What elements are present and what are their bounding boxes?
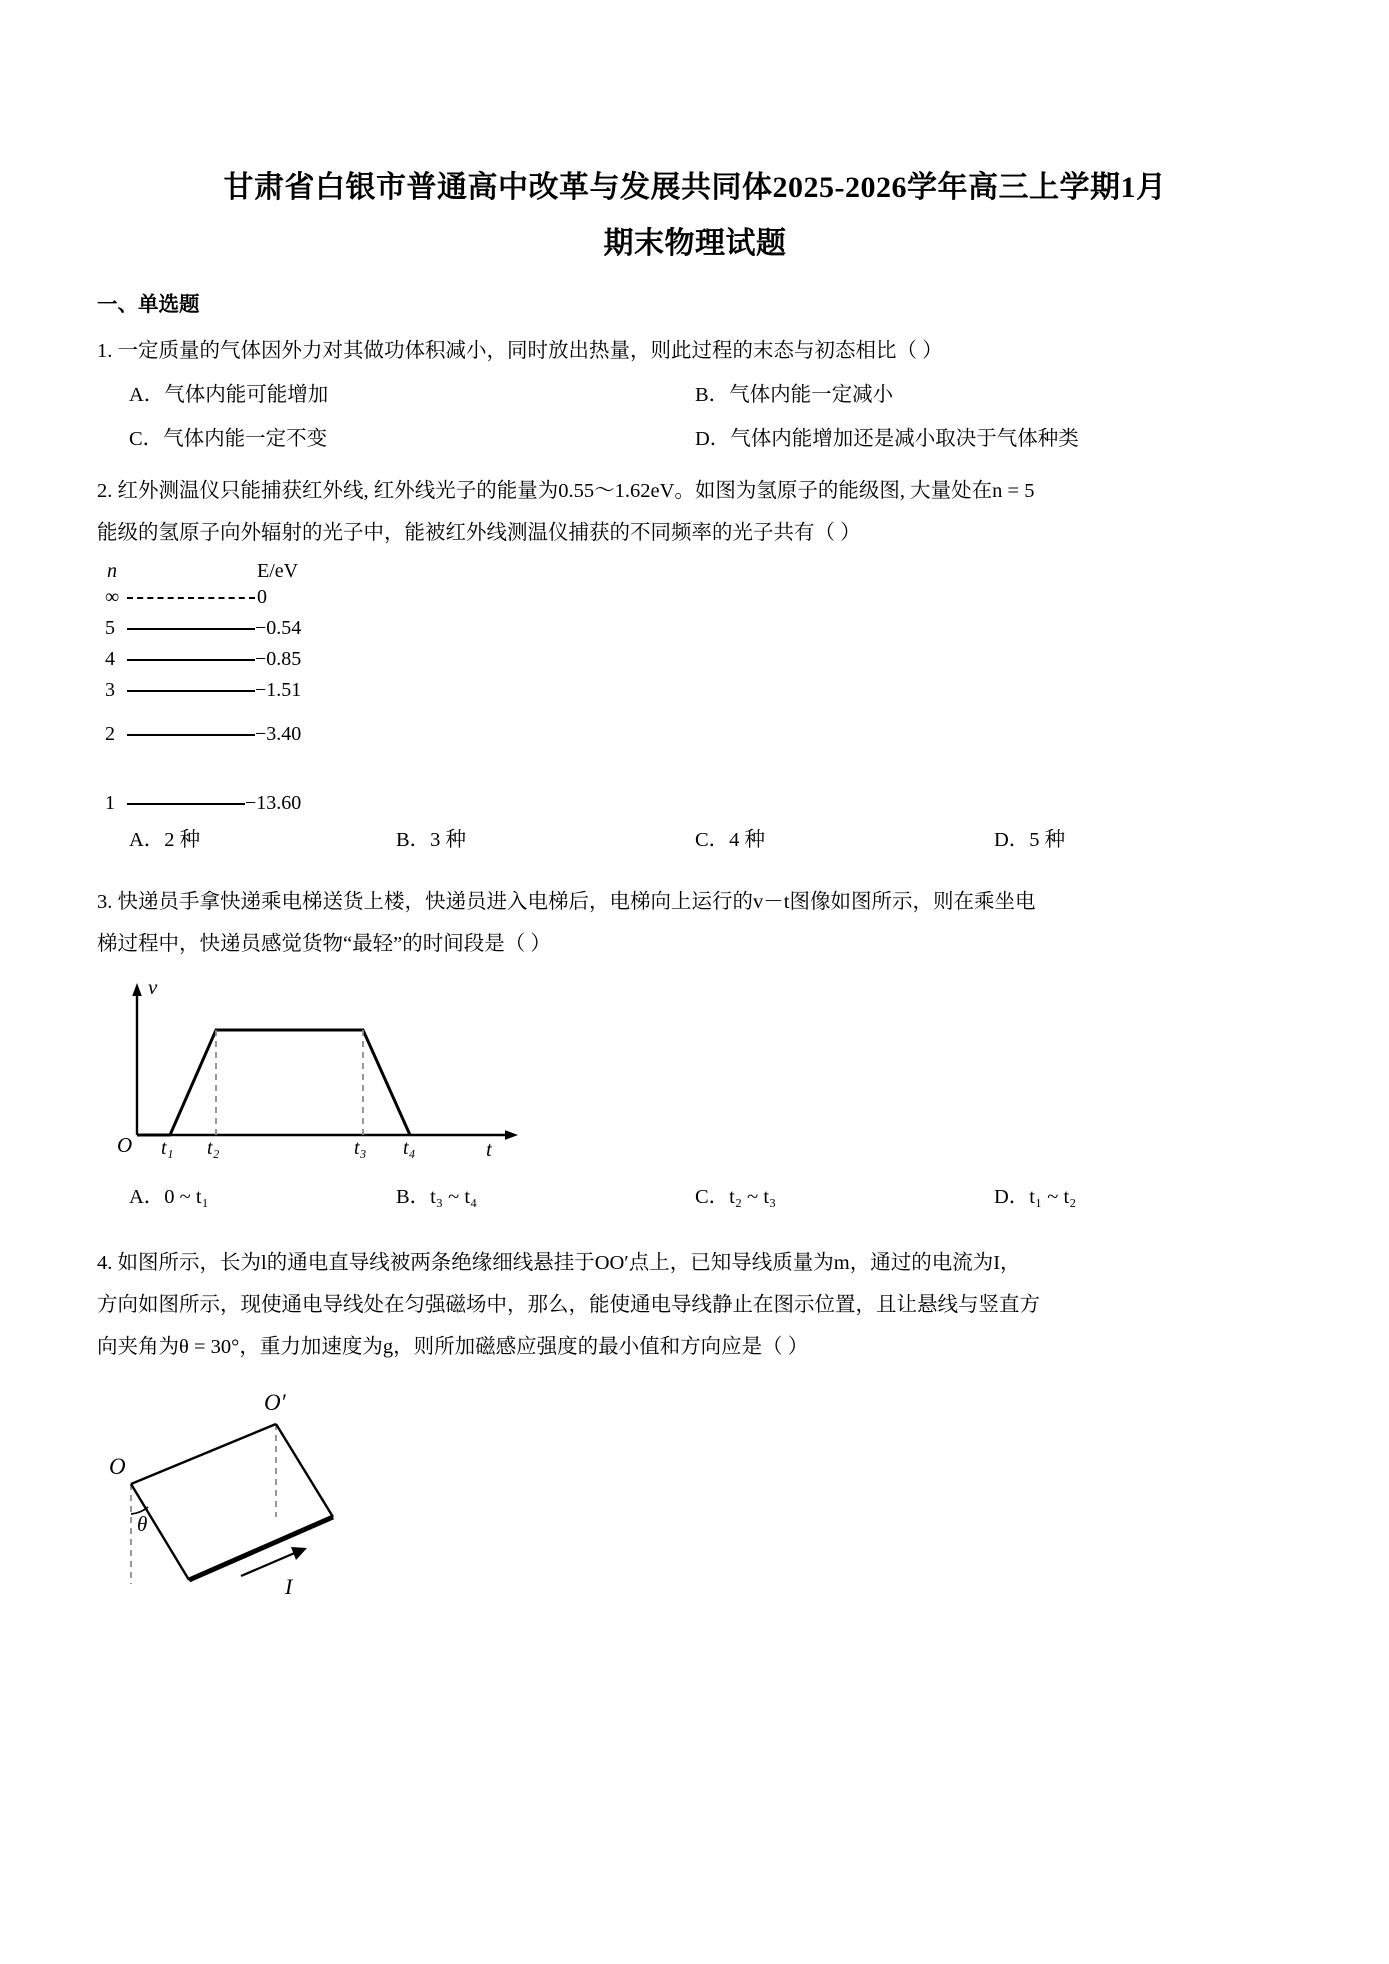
energy-level-2-line — [127, 734, 255, 736]
page-content — [97, 160, 1293, 1634]
hydrogen-energy-level-diagram — [105, 560, 435, 815]
vt-curve — [137, 1030, 410, 1135]
energy-level-5-value: −0.54 — [255, 617, 302, 639]
question-3-option-b[interactable]: B．t₃ ~ t₄ — [396, 1186, 478, 1208]
question-1-text: 一定质量的气体因外力对其做功体积减小，同时放出热量，则此过程的末态与初态相比（ ） — [117, 340, 943, 362]
energy-level-1-n: 1 — [105, 792, 115, 814]
vt-y-axis-label: v — [148, 975, 158, 999]
question-4 — [97, 1242, 1293, 1368]
energy-level-1-value: −13.60 — [245, 792, 302, 814]
energy-diagram-header-n: n — [107, 560, 117, 582]
question-2-option-b[interactable]: B．3 种 — [396, 829, 467, 851]
question-1-option-d[interactable]: D．气体内能增加还是减小取决于气体种类 — [695, 428, 1079, 450]
question-2-option-a[interactable]: A．2 种 — [129, 829, 201, 851]
question-3 — [97, 881, 1293, 965]
energy-level-infinity-line — [127, 597, 255, 599]
velocity-time-graph — [115, 975, 535, 1170]
energy-level-4-line — [127, 659, 255, 661]
energy-level-3-value: −1.51 — [255, 679, 302, 701]
energy-level-3-line — [127, 690, 255, 692]
question-2-line-1: 2. 红外测温仪只能捕获红外线, 红外线光子的能量为0.55～1.62eV。如图为氢原子的能级图, 大量处在n = 5 — [97, 480, 1035, 502]
question-1-number: 1. — [97, 340, 113, 362]
vt-tick-label-t4: t₄ — [403, 1137, 416, 1159]
title-line-1: 甘肃省白银市普通高中改革与发展共同体2025-2026学年高三上学期1月 — [223, 171, 1167, 204]
question-4-line-3: 向夹角为θ = 30°，重力加速度为g，则所加磁感应强度的最小值和方向应是（ ） — [97, 1336, 809, 1358]
energy-level-3-n: 3 — [105, 679, 115, 701]
current-carrying-wire-diagram — [101, 1384, 421, 1634]
conducting-wire — [189, 1517, 333, 1580]
question-3-option-c[interactable]: C．t₂ ~ t₃ — [695, 1186, 777, 1208]
wire-label-current: I — [285, 1574, 293, 1599]
energy-level-5-n: 5 — [105, 617, 115, 639]
question-1-option-a[interactable]: A．气体内能可能增加 — [129, 384, 329, 406]
energy-level-infinity-n: ∞ — [105, 586, 120, 608]
question-2 — [97, 470, 1293, 554]
question-3-line-2: 梯过程中，快递员感觉货物“最轻”的时间段是（ ） — [97, 933, 551, 955]
energy-diagram-header-e: E/eV — [257, 560, 299, 582]
question-2-line-2: 能级的氢原子向外辐射的光子中，能被红外线测温仪捕获的不同频率的光子共有（ ） — [97, 522, 861, 544]
question-4-line-2: 方向如图所示，现使通电导线处在匀强磁场中，那么，能使通电导线静止在图示位置，且让悬线与竖直方 — [97, 1294, 1040, 1316]
question-1-options-row-2 — [97, 418, 1293, 460]
wire-label-theta: θ — [137, 1512, 148, 1536]
title-line-2: 期末物理试题 — [603, 227, 787, 260]
question-1-option-c[interactable]: C．气体内能一定不变 — [129, 428, 328, 450]
question-3-line-1: 3. 快递员手拿快递乘电梯送货上楼，快递员进入电梯后，电梯向上运行的v－t图像如图所示，则在乘坐电 — [97, 891, 1036, 913]
vt-tick-label-t3: t₃ — [354, 1137, 367, 1159]
vt-tick-label-t1: t₁ — [161, 1137, 174, 1159]
vt-y-axis-arrow — [132, 983, 142, 996]
question-2-option-d[interactable]: D．5 种 — [994, 829, 1066, 851]
question-3-options-row — [97, 1176, 1293, 1218]
wire-top-edge — [131, 1424, 276, 1484]
vt-x-axis-label: t — [486, 1137, 492, 1161]
energy-level-5-line — [127, 628, 255, 630]
wire-suspension-line-right — [276, 1424, 333, 1517]
energy-level-infinity-value: 0 — [257, 586, 267, 608]
question-1-stem — [97, 330, 1293, 372]
energy-level-4-value: −0.85 — [255, 648, 302, 670]
question-1-option-b[interactable]: B．气体内能一定减小 — [695, 384, 894, 406]
vt-tick-label-t2: t₂ — [207, 1137, 220, 1159]
question-3-option-a[interactable]: A．0 ~ t₁ — [129, 1186, 209, 1208]
question-3-option-d[interactable]: D．t₁ ~ t₂ — [994, 1186, 1077, 1208]
question-1 — [97, 330, 1293, 460]
question-2-option-c[interactable]: C．4 种 — [695, 829, 766, 851]
wire-label-o: O — [109, 1454, 126, 1479]
vt-x-axis-arrow — [505, 1130, 518, 1140]
question-1-options-row-1 — [97, 374, 1293, 416]
energy-level-4-n: 4 — [105, 648, 115, 670]
energy-level-1-line — [127, 803, 245, 805]
section-heading: 一、单选题 — [97, 294, 200, 316]
energy-level-2-value: −3.40 — [255, 723, 302, 745]
page-title — [97, 160, 1293, 272]
question-4-line-1: 4. 如图所示，长为l的通电直导线被两条绝缘细线悬挂于OO′点上，已知导线质量为m，通过的电流为I， — [97, 1252, 1021, 1274]
energy-level-2-n: 2 — [105, 723, 115, 745]
wire-label-o-prime: O′ — [264, 1390, 286, 1415]
question-2-options-row — [97, 819, 1293, 861]
vt-origin-label: O — [117, 1133, 133, 1157]
